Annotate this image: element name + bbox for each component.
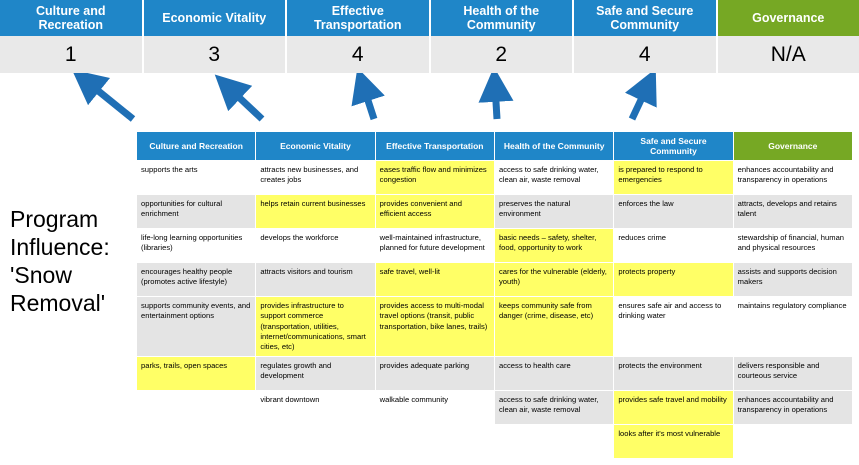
score-safe-and-secure-community: 4 (574, 36, 718, 73)
score-economic-vitality: 3 (144, 36, 288, 73)
matrix-cell: supports the arts (137, 161, 256, 195)
matrix-cell: is prepared to respond to emergencies (614, 161, 733, 195)
matrix-cell: attracts new businesses, and creates jobs (256, 161, 375, 195)
matrix-cell: encourages healthy people (promotes active lifestyle) (137, 263, 256, 297)
matrix-cell: attracts, develops and retains talent (733, 195, 852, 229)
matrix-cell: supports community events, and entertainment options (137, 297, 256, 356)
matrix-cell: walkable community (375, 390, 494, 424)
matrix-cell: protects the environment (614, 356, 733, 390)
matrix-cell: preserves the natural environment (494, 195, 613, 229)
matrix-cell: access to safe drinking water, clean air, waste removal (494, 161, 613, 195)
matrix-cell-empty (256, 424, 375, 458)
matrix-cell: keeps community safe from danger (crime, disease, etc) (494, 297, 613, 356)
influence-arrows-group (0, 73, 859, 131)
score-culture-and-recreation: 1 (0, 36, 144, 73)
matrix-cell: basic needs – safety, shelter, food, opportunity to work (494, 229, 613, 263)
matrix-cell: enforces the law (614, 195, 733, 229)
matrix-cell: eases traffic flow and minimizes congestion (375, 161, 494, 195)
matrix-cell (137, 390, 256, 424)
matrix-header-safe-and-secure-community: Safe and Secure Community (614, 132, 733, 161)
top-header-label: Safe and Secure Community (596, 3, 694, 32)
matrix-cell: attracts visitors and tourism (256, 263, 375, 297)
table-row (137, 229, 853, 263)
matrix-cell: well-maintained infrastructure, planned for future development (375, 229, 494, 263)
matrix-cell: parks, trails, open spaces (137, 356, 256, 390)
table-row (137, 297, 853, 356)
matrix-header-row (137, 132, 853, 161)
table-row (137, 424, 853, 458)
influence-arrow-economic-vitality (228, 87, 262, 119)
matrix-cell-empty (733, 424, 852, 458)
matrix-cell: delivers responsible and courteous service (733, 356, 852, 390)
top-header-cell-safe-and-secure-community (574, 0, 718, 36)
matrix-header-economic-vitality: Economic Vitality (256, 132, 375, 161)
matrix-header-effective-transportation: Effective Transportation (375, 132, 494, 161)
matrix-cell: access to safe drinking water, clean air, waste removal (494, 390, 613, 424)
matrix-cell: stewardship of financial, human and physical resources (733, 229, 852, 263)
matrix-cell: cares for the vulnerable (elderly, youth) (494, 263, 613, 297)
table-row (137, 390, 853, 424)
program-influence-caption: Program Influence: 'Snow Removal' (10, 206, 110, 317)
matrix-cell: helps retain current businesses (256, 195, 375, 229)
matrix-cell: life-long learning opportunities (libraries) (137, 229, 256, 263)
influence-arrow-health-of-the-community (495, 85, 497, 119)
matrix-cell: safe travel, well-lit (375, 263, 494, 297)
top-header-cell-health-of-the-community (431, 0, 575, 36)
matrix-cell: provides access to multi-modal travel options (transit, public transportation, bike lanes, trails) (375, 297, 494, 356)
top-header-label: Governance (752, 10, 825, 25)
matrix-cell: provides adequate parking (375, 356, 494, 390)
matrix-header-culture-and-recreation: Culture and Recreation (137, 132, 256, 161)
matrix-cell-empty (375, 424, 494, 458)
matrix-cell: develops the workforce (256, 229, 375, 263)
matrix-cell: enhances accountability and transparency in operations (733, 390, 852, 424)
table-row (137, 263, 853, 297)
top-header-band (0, 0, 859, 36)
matrix-cell: regulates growth and development (256, 356, 375, 390)
score-governance: N/A (770, 42, 806, 66)
top-header-label: Economic Vitality (162, 10, 267, 25)
top-header-cell-economic-vitality (144, 0, 288, 36)
top-header-cell-effective-transportation (287, 0, 431, 36)
table-row (137, 161, 853, 195)
matrix-cell-empty (137, 424, 256, 458)
matrix-cell-empty (494, 424, 613, 458)
matrix-cell: opportunities for cultural enrichment (137, 195, 256, 229)
matrix-cell: provides convenient and efficient access (375, 195, 494, 229)
matrix-cell: reduces crime (614, 229, 733, 263)
priority-statements-matrix (136, 131, 853, 459)
matrix-cell: ensures safe air and access to drinking water (614, 297, 733, 356)
matrix-cell: provides safe travel and mobility (614, 390, 733, 424)
influence-arrow-culture-and-recreation (86, 81, 133, 119)
influence-arrow-safe-and-secure-community (632, 85, 648, 119)
matrix-header-health-of-the-community: Health of the Community (494, 132, 613, 161)
top-header-label: Culture and Recreation (36, 3, 106, 32)
top-header-cell-governance (718, 0, 859, 36)
matrix-cell: enhances accountability and transparency in operations (733, 161, 852, 195)
table-row (137, 195, 853, 229)
influence-arrow-effective-transportation (363, 85, 374, 119)
top-header-label: Effective Transportation (313, 3, 402, 32)
score-band (0, 36, 859, 73)
top-header-label: Health of the Community (463, 3, 540, 32)
matrix-header-governance: Governance (733, 132, 852, 161)
score-health-of-the-community: 2 (431, 36, 575, 73)
matrix-cell: looks after it's most vulnerable (614, 424, 733, 458)
score-effective-transportation: 4 (287, 36, 431, 73)
matrix-cell: protects property (614, 263, 733, 297)
matrix-cell: maintains regulatory compliance (733, 297, 852, 356)
matrix-cell: provides infrastructure to support commerce (transportation, utilities, internet/communications, smart cities, etc) (256, 297, 375, 356)
matrix-cell: access to health care (494, 356, 613, 390)
matrix-cell: assists and supports decision makers (733, 263, 852, 297)
matrix-cell: vibrant downtown (256, 390, 375, 424)
top-header-cell-culture-and-recreation (0, 0, 144, 36)
table-row (137, 356, 853, 390)
